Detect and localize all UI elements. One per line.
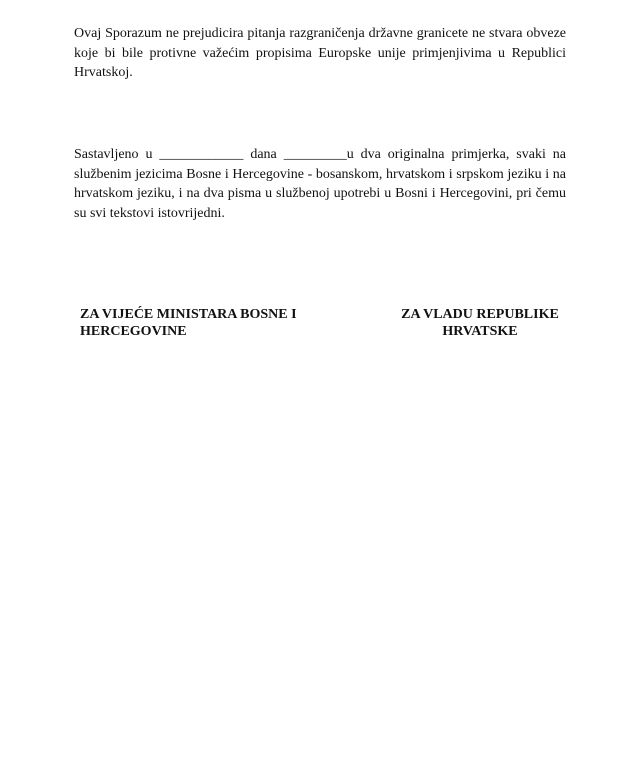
- signature-block-council-of-ministers: [80, 306, 297, 340]
- signature-left-line-1: ZA VIJEĆE MINISTARA BOSNE I: [80, 307, 297, 322]
- signature-left-line-2: HERCEGOVINE: [80, 324, 187, 339]
- signature-right-line-2: HRVATSKE: [442, 324, 518, 339]
- signature-block-government-croatia: [380, 306, 580, 340]
- paragraph-agreement-clause: Ovaj Sporazum ne prejudicira pitanja razgraničenja državne granicete ne stvara obveze koje bi bile protivne važećim propisima Europske unije primjenjivima u Republici Hrvatskoj.: [74, 26, 566, 80]
- signature-right-line-1: ZA VLADU REPUBLIKE: [401, 307, 559, 322]
- paragraph-signing-clause: Sastavljeno u ____________ dana _________u dva originalna primjerka, svaki na službenim jezicima Bosne i Hercegovine - bosanskom, hrvatskom i srpskom jeziku i na hrvatskom jeziku, i na dva pisma u službenoj upotrebi u Bosni i Hercegovini, pri čemu su svi tekstovi istovrijedni.: [74, 147, 566, 221]
